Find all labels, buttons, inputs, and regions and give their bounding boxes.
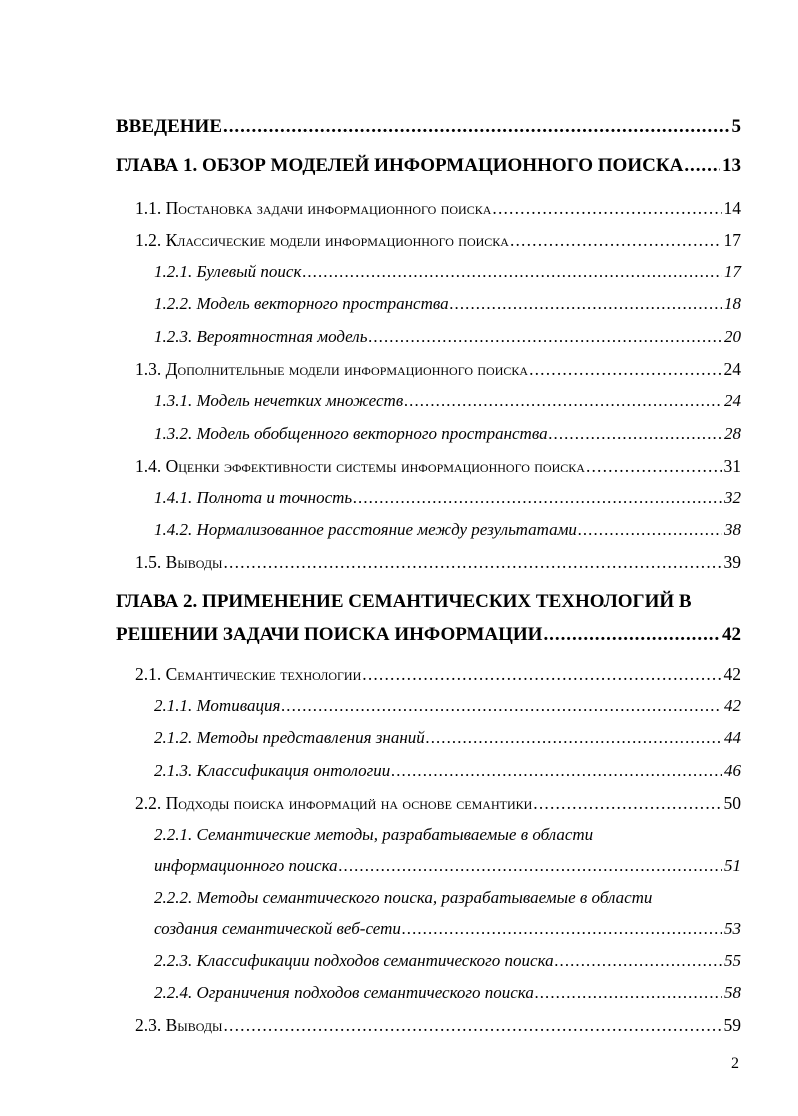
toc-leader bbox=[362, 664, 721, 684]
toc-leader bbox=[543, 624, 720, 646]
page-number: 2 bbox=[731, 1055, 739, 1072]
toc-leader bbox=[368, 327, 722, 347]
toc-chapter-2-title-line1: ГЛАВА 2. ПРИМЕНЕНИЕ СЕМАНТИЧЕСКИХ ТЕХНОЛОГИЙ В bbox=[116, 591, 692, 612]
toc-title: РЕШЕНИИ ЗАДАЧИ ПОИСКА ИНФОРМАЦИИ bbox=[116, 624, 543, 645]
toc-entry-1-1 bbox=[135, 198, 741, 218]
toc-leader bbox=[535, 983, 722, 1003]
toc-entry-1-2 bbox=[135, 230, 741, 250]
toc-leader bbox=[578, 520, 722, 540]
toc-leader bbox=[339, 856, 722, 876]
toc-entry-2-1 bbox=[135, 664, 741, 684]
toc-page: 50 bbox=[723, 793, 741, 813]
toc-leader bbox=[402, 919, 722, 939]
toc-entry-intro bbox=[116, 116, 741, 138]
toc-entry-1-3-1 bbox=[154, 391, 741, 411]
toc-leader bbox=[223, 116, 730, 138]
toc-title: 2.2. Подходы поиска информаций на основе семантики bbox=[135, 793, 533, 813]
toc-title: 1.3. Дополнительные модели информационного поиска bbox=[135, 359, 529, 379]
toc-entry-1-3 bbox=[135, 359, 741, 379]
toc-leader bbox=[586, 456, 722, 476]
toc-page: 58 bbox=[724, 983, 741, 1002]
toc-title: 1.3.2. Модель обобщенного векторного пространства bbox=[154, 424, 548, 443]
toc-title: ГЛАВА 1. ОБЗОР МОДЕЛЕЙ ИНФОРМАЦИОННОГО ПОИСКА bbox=[116, 155, 684, 176]
toc-leader bbox=[391, 761, 722, 781]
toc-leader bbox=[450, 294, 722, 314]
toc-leader bbox=[529, 359, 721, 379]
toc-page: 53 bbox=[724, 919, 741, 938]
toc-page: 31 bbox=[723, 456, 741, 476]
toc-2-2-2-title-line1: 2.2.2. Методы семантического поиска, разрабатываемые в области bbox=[154, 888, 653, 907]
toc-leader bbox=[404, 391, 722, 411]
toc-title: 2.1.2. Методы представления знаний bbox=[154, 728, 425, 747]
toc-title: 1.2.2. Модель векторного пространства bbox=[154, 294, 449, 313]
toc-entry-1-4-2 bbox=[154, 520, 741, 540]
toc-title: 2.2.4. Ограничения подходов семантического поиска bbox=[154, 983, 534, 1002]
toc-title: 2.1.1. Мотивация bbox=[154, 696, 281, 715]
toc-page: 24 bbox=[723, 359, 741, 379]
toc-page: 51 bbox=[724, 856, 741, 875]
toc-page: 32 bbox=[724, 488, 741, 507]
toc-title: 2.1.3. Классификация онтологии bbox=[154, 761, 391, 780]
toc-entry-2-3 bbox=[135, 1015, 741, 1035]
toc-leader bbox=[281, 696, 722, 716]
toc-title: 2.1. Семантические технологии bbox=[135, 664, 362, 684]
toc-entry-2-2-2 bbox=[154, 919, 741, 939]
toc-title: информационного поиска bbox=[154, 856, 338, 875]
toc-entry-1-4 bbox=[135, 456, 741, 476]
toc-entry-1-3-2 bbox=[154, 424, 741, 444]
toc-title: 1.3.1. Модель нечетких множеств bbox=[154, 391, 404, 410]
toc-title: 1.2.1. Булевый поиск bbox=[154, 262, 302, 281]
toc-leader bbox=[533, 793, 721, 813]
toc-entry-1-4-1 bbox=[154, 488, 741, 508]
toc-page: 55 bbox=[724, 951, 741, 970]
toc-leader bbox=[224, 552, 722, 572]
toc-title: 1.4.2. Нормализованное расстояние между результатами bbox=[154, 520, 577, 539]
toc-page: 59 bbox=[723, 1015, 741, 1035]
toc-page: 14 bbox=[723, 198, 741, 218]
toc-entry-chapter-2 bbox=[116, 624, 741, 646]
toc-2-2-1-title-line1: 2.2.1. Семантические методы, разрабатываемые в области bbox=[154, 825, 594, 844]
toc-title: ВВЕДЕНИЕ bbox=[116, 116, 222, 137]
toc-entry-2-2-1 bbox=[154, 856, 741, 876]
toc-leader bbox=[492, 198, 721, 218]
toc-leader bbox=[549, 424, 722, 444]
toc-leader bbox=[353, 488, 722, 508]
toc-page: 24 bbox=[724, 391, 741, 410]
toc-leader bbox=[555, 951, 722, 971]
toc-title: 1.2. Классические модели информационного поиска bbox=[135, 230, 509, 250]
toc-leader bbox=[426, 728, 722, 748]
toc-page: 18 bbox=[724, 294, 741, 313]
toc-entry-2-1-1 bbox=[154, 696, 741, 716]
toc-leader bbox=[224, 1015, 722, 1035]
toc-entry-2-1-2 bbox=[154, 728, 741, 748]
toc-entry-2-2-4 bbox=[154, 983, 741, 1003]
toc-page: 5 bbox=[731, 116, 741, 137]
toc-leader bbox=[510, 230, 722, 250]
toc-page: 42 bbox=[724, 696, 741, 715]
toc-entry-2-1-3 bbox=[154, 761, 741, 781]
toc-title: 1.5. Выводы bbox=[135, 552, 223, 572]
toc-page: 46 bbox=[724, 761, 741, 780]
toc-entry-1-5 bbox=[135, 552, 741, 572]
toc-entry-1-2-2 bbox=[154, 294, 741, 314]
toc-page: 17 bbox=[723, 230, 741, 250]
toc-page: 42 bbox=[722, 624, 741, 645]
toc-page: 44 bbox=[724, 728, 741, 747]
toc-entry-2-2-3 bbox=[154, 951, 741, 971]
toc-page: 42 bbox=[723, 664, 741, 684]
toc-entry-1-2-1 bbox=[154, 262, 741, 282]
toc-title: 1.1. Постановка задачи информационного поиска bbox=[135, 198, 492, 218]
toc-title: 2.2.3. Классификации подходов семантического поиска bbox=[154, 951, 554, 970]
toc-entry-1-2-3 bbox=[154, 327, 741, 347]
toc-title: создания семантической веб-сети bbox=[154, 919, 401, 938]
toc-title: 1.4. Оценки эффективности системы информационного поиска bbox=[135, 456, 585, 476]
toc-page: 39 bbox=[723, 552, 741, 572]
toc-page: 38 bbox=[724, 520, 741, 539]
toc-title: 1.4.1. Полнота и точность bbox=[154, 488, 353, 507]
toc-page: 17 bbox=[724, 262, 741, 281]
toc-page: 28 bbox=[724, 424, 741, 443]
toc-page: 20 bbox=[724, 327, 741, 346]
toc-leader bbox=[302, 262, 722, 282]
toc-page: 13 bbox=[722, 155, 741, 176]
toc-entry-2-2 bbox=[135, 793, 741, 813]
toc-leader bbox=[684, 155, 720, 177]
toc-entry-chapter-1 bbox=[116, 155, 741, 177]
toc-title: 1.2.3. Вероятностная модель bbox=[154, 327, 368, 346]
toc-title: 2.3. Выводы bbox=[135, 1015, 223, 1035]
